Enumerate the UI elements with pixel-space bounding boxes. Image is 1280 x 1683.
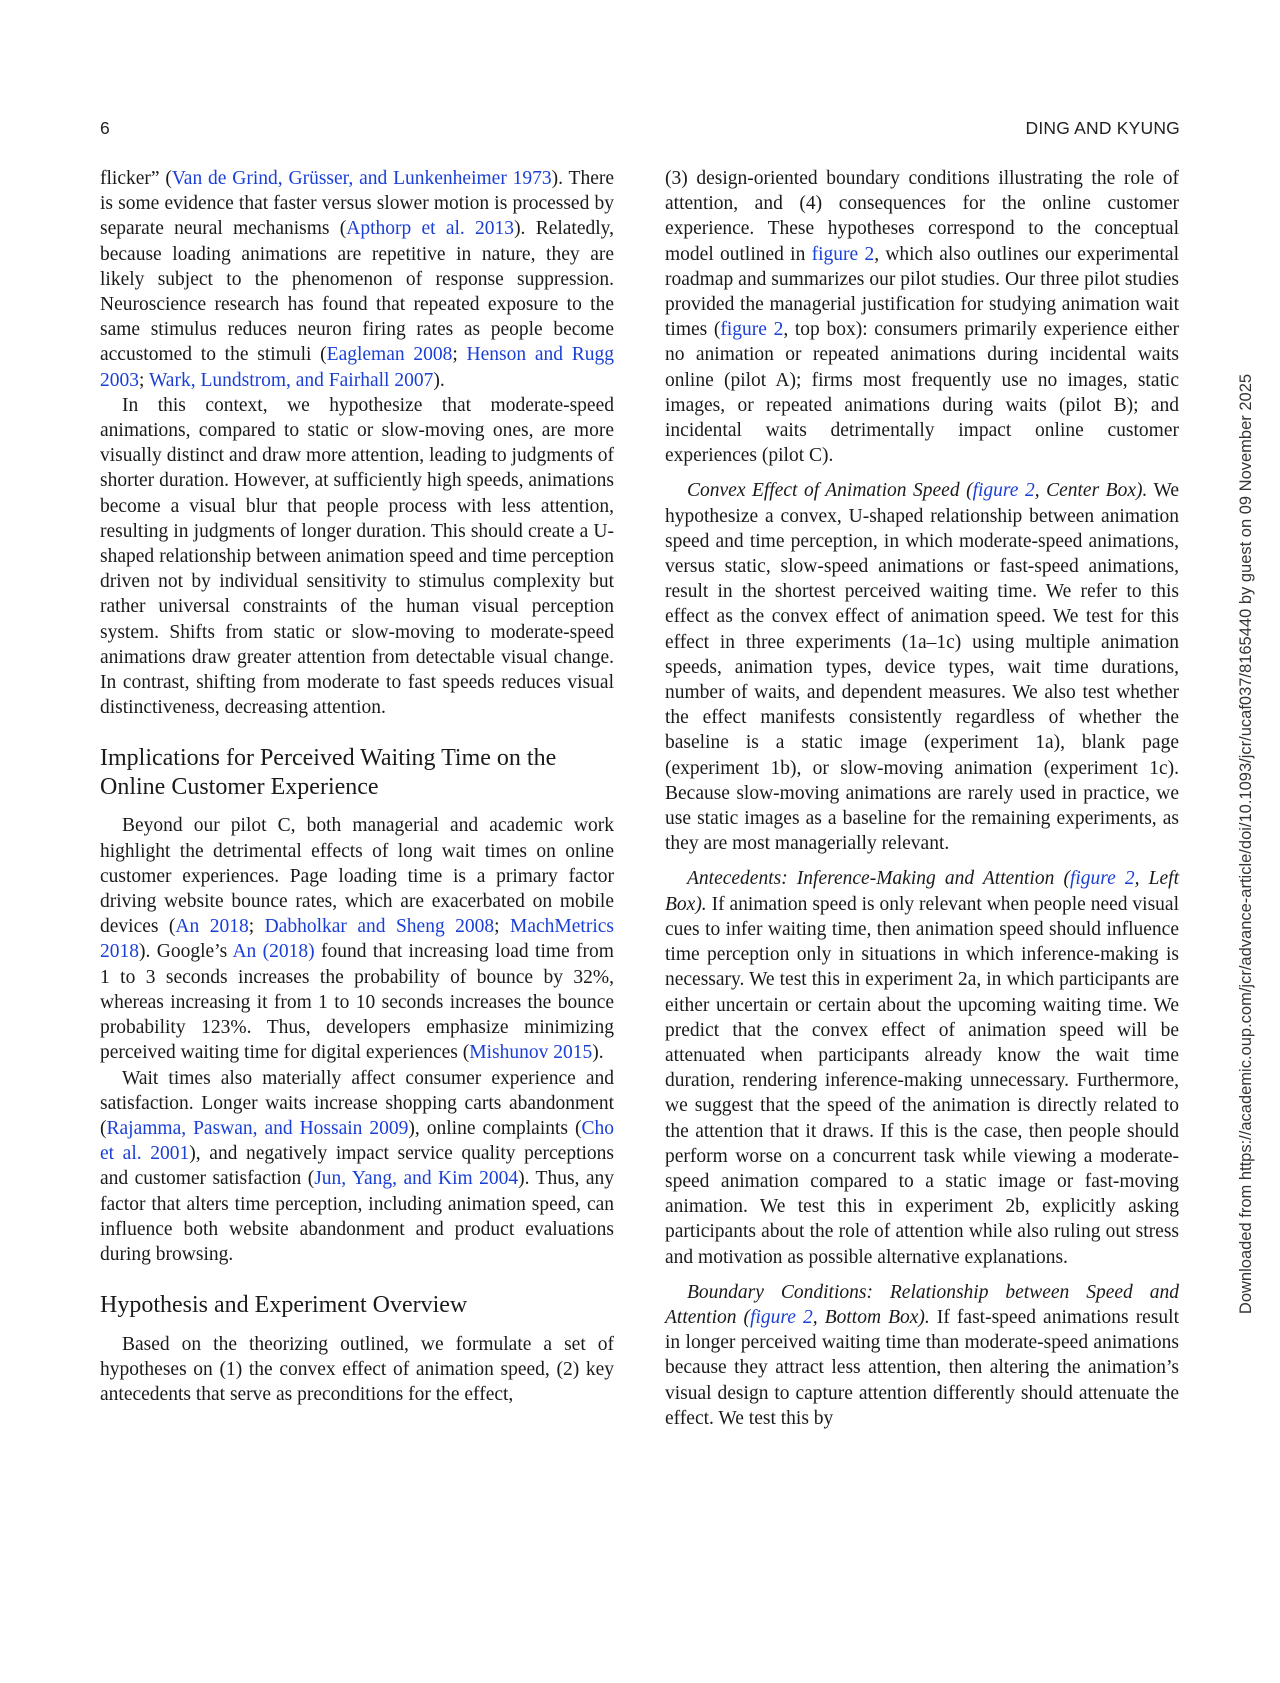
body-text: ). Relatedly, because loading animations are repetitive in nature, they are likely subject to the phenomenon of response suppression. Neuroscience research has found that repeated exposure to the same stimulus reduces neuron firing rates as people become accustomed to the stimuli (	[100, 218, 615, 366]
section-heading: Hypothesis and Experiment Overview	[100, 1292, 468, 1319]
citation-link[interactable]: Cho et al. 2001	[100, 1117, 614, 1165]
figure-link[interactable]: figure 2	[811, 243, 875, 265]
citation-link[interactable]: Dabholkar and Sheng 2008	[264, 916, 495, 938]
body-text: flicker” (	[100, 168, 172, 189]
figure-link[interactable]: figure 2	[720, 319, 784, 341]
subheading-text: , Center Box).	[1034, 480, 1148, 502]
body-text: Wait times also materially affect consumer experience and satisfaction. Longer waits increase shopping carts abandonment (	[100, 1067, 614, 1139]
figure-link[interactable]: figure 2	[972, 480, 1035, 502]
body-text: , which also outlines our experimental roadmap and summarizes our pilot studies. Our three pilot studies provided the managerial justification for studying animation wait times (	[665, 243, 1179, 341]
citation-link[interactable]: Mishunov 2015	[469, 1042, 593, 1064]
citation-link[interactable]: Apthorp et al. 2013	[346, 218, 515, 240]
section-heading: Implications for Perceived Waiting Time on the Online Customer Experience	[100, 745, 557, 800]
page-number: 6	[100, 118, 110, 138]
body-text: ), online complaints (	[408, 1117, 582, 1139]
subheading-text: Antecedents: Inference-Making and Attention (	[687, 868, 1070, 890]
paragraph	[665, 866, 1179, 1269]
body-text: (3) design-oriented boundary conditions illustrating the role of attention, and (4) consequences for the online customer experience. These hypotheses correspond to the conceptual model outlined in	[665, 168, 1179, 265]
body-text: If animation speed is only relevant when people need visual cues to infer waiting time, then animation speed should influence time perception only in situations in which inference-making is necessary. We test this in experiment 2a, in which participants are either uncertain or certain about the upcoming waiting time. We predict that the convex effect of animation speed will be attenuated when participants already know the wait time duration, rendering inference-making unnecessary. Furthermore, we suggest that the speed of the animation is directly related to the attention that it draws. If this is the case, then people should perform worse on a concurrent task while viewing a moderate-speed animation compared to a static image or fast-moving animation. We test this in experiment 2b, explicitly asking participants about the role of attention while also ruling out stress and motivation as possible alternative explanations.	[665, 893, 1179, 1268]
paragraph	[100, 813, 614, 1065]
subheading-text: , Bottom Box).	[812, 1306, 930, 1328]
subheading-text: Convex Effect of Animation Speed (	[687, 480, 973, 502]
paragraph: Based on the theorizing outlined, we formulate a set of hypotheses on (1) the convex effect of animation speed, (2) key antecedents that serve as preconditions for the effect,	[100, 1333, 614, 1406]
body-text: ;	[452, 344, 467, 366]
page-header	[100, 118, 1180, 142]
body-text: ).	[433, 369, 445, 391]
paragraph	[100, 1066, 614, 1268]
citation-link[interactable]: Rajamma, Paswan, and Hossain 2009	[106, 1117, 409, 1139]
citation-link[interactable]: Henson and Rugg 2003	[100, 344, 614, 391]
body-text: ).	[592, 1042, 604, 1064]
body-text: ), and negatively impact service quality perceptions and customer satisfaction (	[100, 1143, 614, 1190]
citation-link[interactable]: Van de Grind, Grüsser, and Lunkenheimer 1973	[171, 168, 552, 189]
right-column	[665, 166, 1179, 1431]
body-text: ;	[494, 916, 511, 938]
body-text: ). Thus, any factor that alters time perception, including animation speed, can influence both website abandonment and product evaluations during browsing.	[100, 1168, 614, 1265]
left-column	[100, 166, 614, 1407]
body-text: ). There is some evidence that faster versus slower motion is processed by separate neural mechanisms (	[100, 168, 614, 240]
body-text: If fast-speed animations result in longer perceived waiting time than moderate-speed animations because they attract less attention, then altering the animation’s visual design to capture attention differently should attenuate the effect. We test this by	[665, 1306, 1180, 1429]
citation-link[interactable]: An 2018	[175, 916, 249, 938]
paragraph: In this context, we hypothesize that moderate-speed animations, compared to static or slow-moving ones, are more visually distinct and draw more attention, leading to judgments of shorter duration. However, at sufficiently high speeds, animations become a visual blur that people process with less attention, resulting in judgments of longer duration. This should create a U-shaped relationship between animation speed and time perception driven not by individual sensitivity to stimulus complexity but rather universal constraints of the human visual perception system. Shifts from static or slow-moving to moderate-speed animations draw greater attention from detectable visual change. In contrast, shifting from moderate to fast speeds reduces visual distinctiveness, decreasing attention.	[100, 394, 614, 719]
citation-link[interactable]: Wark, Lundstrom, and Fairhall 2007	[148, 369, 434, 391]
citation-link[interactable]: Jun, Yang, and Kim 2004	[314, 1168, 519, 1190]
paragraph	[100, 166, 614, 393]
citation-link[interactable]: An (2018)	[232, 941, 315, 963]
download-watermark: Downloaded from https://academic.oup.com/jcr/advance-article/doi/10.1093/jcr/ucaf037/8165440 by guest on 09 November 2025	[1237, 373, 1255, 1315]
body-text: , top box): consumers primarily experience either no animation or repeated animations during incidental waits online (pilot A); firms most frequently use no images, static images, or repeated animations during waits (pilot B); and incidental waits detrimentally impact online customer experiences (pilot C).	[665, 319, 1179, 467]
body-text: ;	[248, 916, 265, 938]
body-text: Beyond our pilot C, both managerial and academic work highlight the detrimental effects of long wait times on online customer experiences. Page loading time is a primary factor driving website bounce rates, which are exacerbated on mobile devices (	[100, 815, 614, 938]
body-text: ;	[139, 369, 149, 391]
figure-link[interactable]: figure 2	[1069, 868, 1135, 890]
running-head: DING AND KYUNG	[1025, 118, 1180, 138]
figure-link[interactable]: figure 2	[750, 1306, 813, 1328]
paragraph	[665, 1280, 1179, 1431]
citation-link[interactable]: Eagleman 2008	[326, 344, 453, 366]
subheading	[687, 480, 1147, 501]
body-text: ). Google’s	[139, 941, 233, 963]
paragraph	[665, 166, 1179, 468]
subheading-text: , Left Box).	[665, 868, 1179, 915]
body-text: found that increasing load time from 1 to 3 seconds increases the probability of bounce by 32%, whereas increasing it from 1 to 10 seconds increases the bounce probability 123%. Thus, developers emphasize minimizing perceived waiting time for digital experiences (	[100, 941, 614, 1064]
paragraph	[665, 478, 1179, 856]
body-text: We hypothesize a convex, U-shaped relationship between animation speed and time perception, in which moderate-speed animations, versus static, slow-speed animations or fast-speed animations, result in the shortest perceived waiting time. We refer to this effect as the convex effect of animation speed. We test for this effect in three experiments (1a–1c) using multiple animation speeds, animation types, device types, wait time durations, number of waits, and dependent measures. We also test whether the effect manifests consistently regardless of whether the baseline is a static image (experiment 1a), blank page (experiment 1b), or slow-moving animation (experiment 1c). Because slow-moving animations are rarely used in practice, we use static images as a baseline for the remaining experiments, as they are most managerially relevant.	[665, 480, 1179, 855]
citation-link[interactable]: MachMetrics 2018	[100, 916, 614, 963]
subheading-text: Boundary Conditions: Relationship between Speed and Attention (	[665, 1281, 1179, 1328]
